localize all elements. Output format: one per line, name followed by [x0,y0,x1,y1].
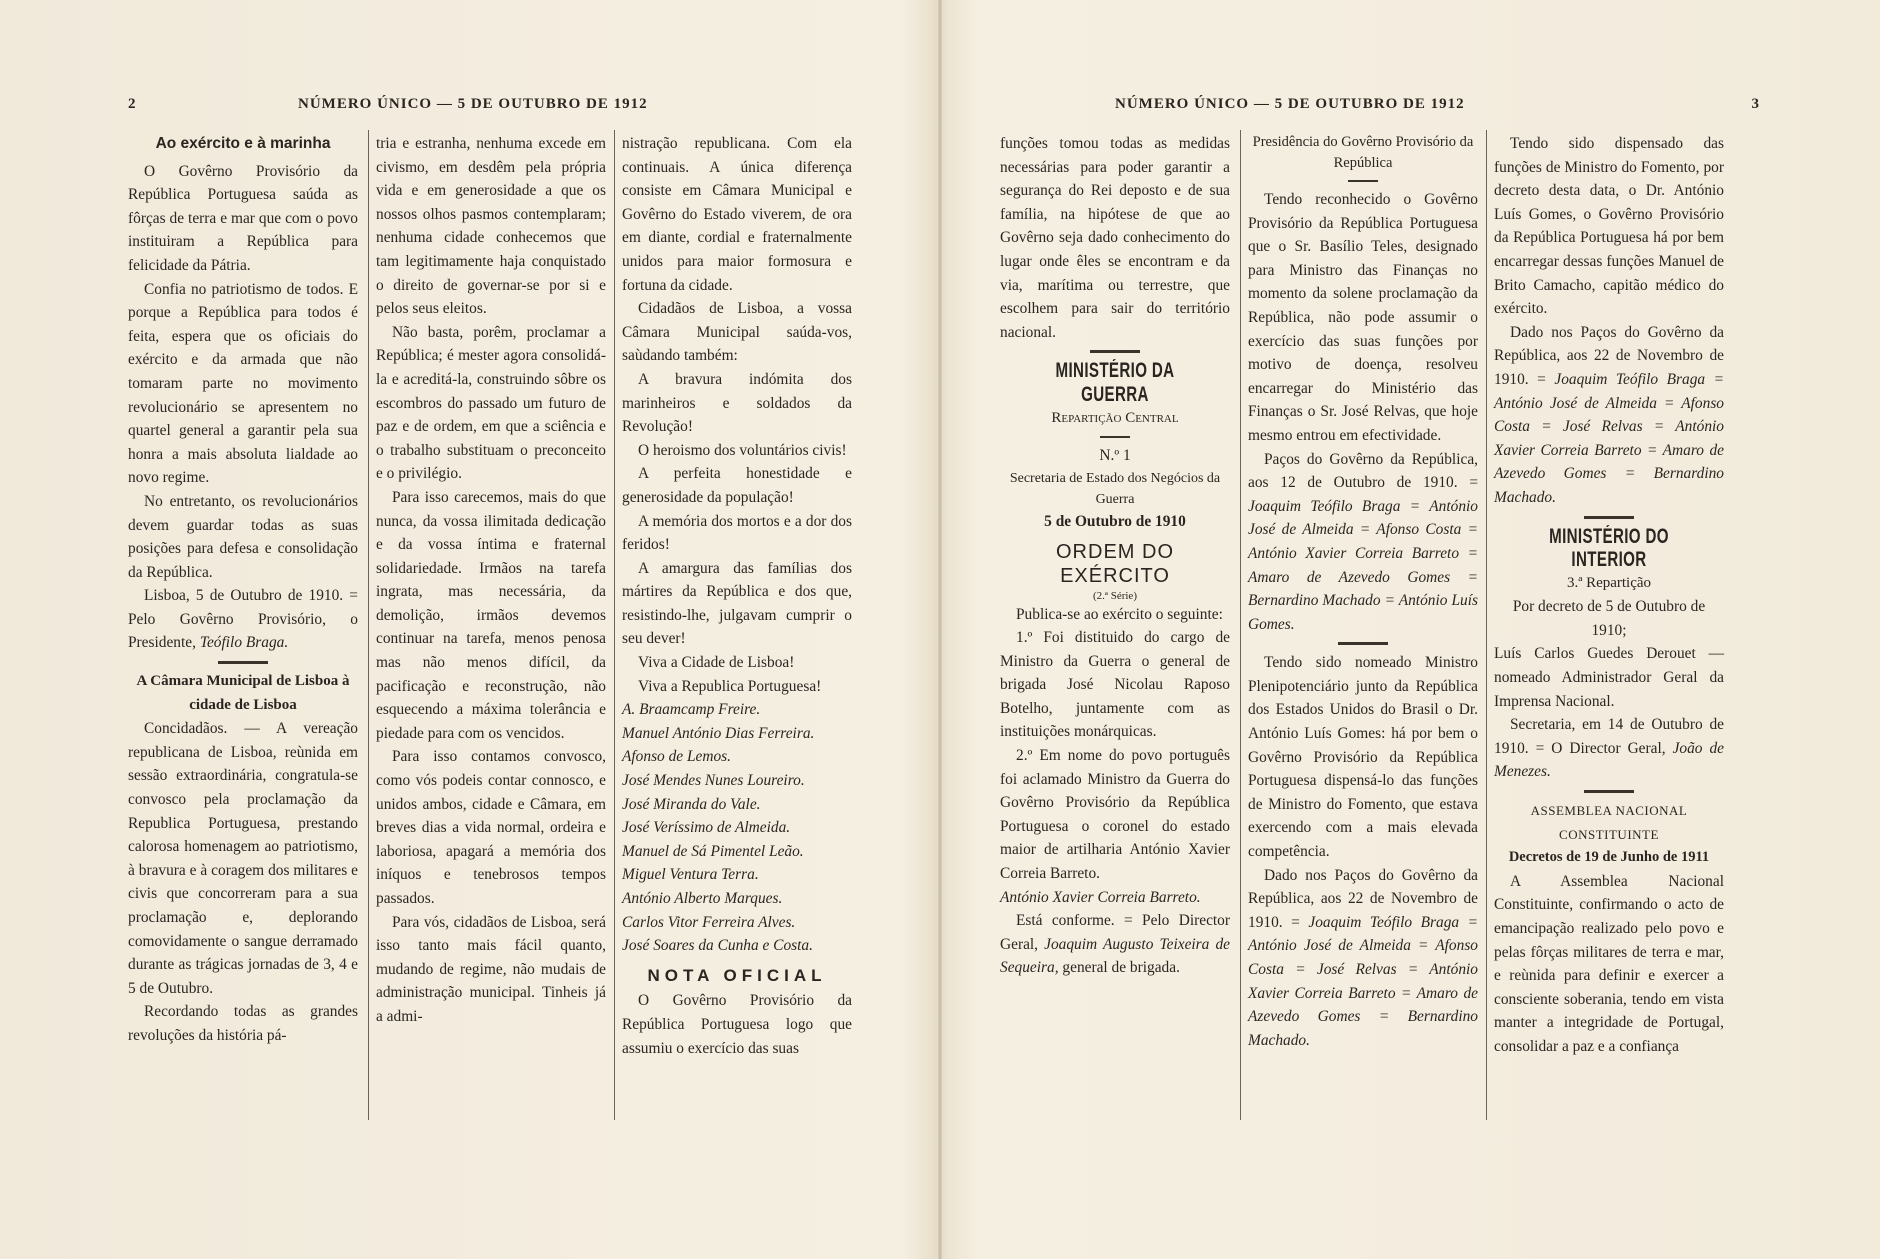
signature: Joaquim Teófilo Braga = António José de Almeida = Afonso Costa = José Relvas = António Xavier Correia Barreto = Amaro de Azevedo Gomes = Bernardino Machado. [1494,370,1724,506]
column-rule [1486,130,1487,1120]
right-page-header [1000,96,1760,120]
right-page [940,0,1880,1259]
paragraph-text: Paços do Govêrno da República, aos 12 de Outubro de 1910. = [1248,450,1478,492]
separator [218,661,268,664]
signature: José Miranda do Vale. [622,795,761,813]
paragraph [1248,864,1478,1053]
paragraph: A memória dos mortos e a dor dos feridos! [622,512,852,554]
signature: Manuel de Sá Pimentel Leão. [622,842,804,860]
paragraph [1000,909,1230,980]
paragraph [128,584,358,655]
separator [1338,642,1388,645]
article-heading: A Câmara Municipal de Lisboa à cidade de Lisboa [136,673,350,713]
signature: Joaquim Augusto Teixeira de Sequeira, [1000,935,1230,977]
paragraph-text: Dado nos Paços do Govêrno da República, aos 22 de Novembro de 1910. = [1494,323,1724,388]
signature: João de Menezes. [1494,739,1724,781]
date-heading: 5 de Outubro de 1910 [1044,512,1186,530]
right-col-3 [1494,132,1724,1059]
paragraph-text: Dado nos Paços do Govêrno da República, aos 22 de Novembro de 1910. = [1248,866,1478,931]
paragraph: Confia no patriotismo de todos. E porque a República para todos é feita, espera que os oficiais do exército e da armada que não tomaram parte no movimento revolucionário se apresentem no quartel general a garantir pela sua honra a mais absoluta lialdade ao novo regime. [128,280,358,487]
signature: A. Braamcamp Freire. [622,701,761,719]
article-heading: Presidência do Govêrno Provisório da República [1252,134,1474,171]
paragraph: Luís Carlos Guedes Derouet — nomeado Administrador Geral da Imprensa Nacional. [1494,645,1724,710]
signature: Manuel António Dias Ferreira. [622,724,815,742]
separator [1584,516,1634,519]
separator [1090,350,1140,353]
page-number: 2 [128,96,137,112]
paragraph: O Govêrno Provisório da República Portuguesa saúda as fôrças de terra e mar que com o povo instituiram a República para felicidade da Pátria. [128,162,358,274]
right-col-1 [1000,132,1230,980]
paragraph: Recordando todas as grandes revoluções da história pá- [128,1003,358,1044]
subheading: Secretaria de Estado dos Negócios da Guerra [1009,470,1221,507]
paragraph [1494,713,1724,784]
paragraph-text: general de brigada. [1062,959,1180,977]
left-col-3 [622,132,852,1060]
signature: José Mendes Nunes Loureiro. [622,772,805,790]
paragraph [1494,321,1724,510]
column-rule [614,130,615,1120]
serie-label: (2.ª Série) [1093,589,1137,602]
paragraph: Tendo sido nomeado Ministro Plenipotenciário junto da República dos Estados Unidos do Brasil o Dr. António Luís Gomes: há por bem o Govêrno Provisório da República Portuguesa dispensá-lo das funções de Ministro do Fomento, que estava exercendo com a mais elevada competência. [1248,654,1478,861]
paragraph: Tendo sido dispensado das funções de Ministro do Fomento, por decreto desta data, o Dr. António Luís Gomes, o Govêrno Provisório da República Portuguesa há por bem encarregar dessas funções Manuel de Brito Camacho, capitão médico do exército. [1494,135,1724,318]
nota-oficial-heading: NOTA OFICIAL [647,965,827,985]
left-col-1 [128,132,358,1048]
separator [1584,790,1634,793]
paragraph: Tendo reconhecido o Govêrno Provisório da República Portuguesa que o Sr. Basílio Teles, designado para Ministro das Finanças no momento da solene proclamação da República, não pode assumir o exercício das suas funções por motivo de doença, resolveu encarregar do Ministério das Finanças o Sr. José Relvas, que hoje mesmo entrou em efectividade. [1248,191,1478,444]
ordem-heading: ORDEM DO EXÉRCITO [1056,541,1174,587]
ministry-heading: MINISTÉRIO DO INTERIOR [1549,524,1669,572]
right-col-2 [1248,132,1478,1052]
signature: Joaquim Teófilo Braga = António José de Almeida = Afonso Costa = José Relvas = António Xavier Correia Barreto = Amaro de Azevedo Gomes = Bernardino Machado. [1248,913,1478,1049]
paragraph-text: Lisboa, 5 de Outubro de 1910. = Pelo Govêrno Provisório, o Presidente, [128,587,358,652]
decretos-heading: Decretos de 19 de Junho de 1911 [1508,849,1710,866]
column-rule [1240,130,1241,1120]
paragraph: Por decreto de 5 de Outubro de 1910; [1512,598,1706,639]
paragraph: A bravura indómita dos marinheiros e soldados da Revolução! [622,370,852,436]
paragraph: 1.º Foi distituido do cargo de Ministro da Guerra o general de brigada José Nicolau Raposo Botelho, juntamente com as instituições monárquicas. [1000,629,1230,741]
paragraph: Para vós, cidadãos de Lisboa, será isso tanto mais fácil quanto, mudando de regime, não mudais de administração municipal. Tinheis já a admi- [376,913,606,1025]
paragraph: Viva a Republica Portuguesa! [638,677,822,695]
left-col-2 [376,132,606,1029]
signature: António Alberto Marques. [622,890,783,907]
paragraph: Cidadãos de Lisboa, a vossa Câmara Municipal saúda-vos, saùdando também: [622,300,852,365]
paragraph: nistração republicana. Com ela continuais. A única diferença consiste em Câmara Municipal e Govêrno do Estado viverem, de ora em diante, cordial e fraternalmente unidos para maior formosura e fortuna da cidade. [622,135,852,294]
article-heading: Ao exército e à marinha [155,135,331,152]
paragraph: Não basta, porêm, proclamar a República; é mester agora consolidá-la e acreditá-la, construindo sôbre os escombros do passado um futuro de paz e de ordem, em que a sciência e o trabalho substituam o preconceito e o privilégio. [376,323,606,483]
paragraph: funções tomou todas as medidas necessárias para poder garantir a segurança do Rei deposto e de sua família, na hipótese de que ao Govêrno seja dado conhecimento do lugar onde êles se encontram e da via, marítima ou terrestre, que escolhem para sair do território nacional. [1000,135,1230,341]
signature: Afonso de Lemos. [622,748,732,766]
paragraph: Para isso carecemos, mais do que nunca, da vossa ilimitada dedicação e da vossa íntima e fraternal solidariedade. Irmãos na tarefa ingrata, mas necessária, da demolição, irmãos devemos continuar na tarefa, menos penosa mas não menos difícil, da pacificação e reconstrução, não esquecendo a máxima tolerância e piedade para com os vencidos. [376,488,606,742]
paragraph-text: Está conforme. = Pelo Director Geral, [1000,912,1230,953]
signature: José Veríssimo de Almeida. [622,819,791,837]
signature: Joaquim Teófilo Braga = António José de Almeida = Afonso Costa = António Xavier Correia Barreto = Amaro de Azevedo Gomes = Bernardino Machado = António Luís Gomes. [1248,497,1478,633]
paragraph: No entretanto, os revolucionários devem guardar todas as suas posições para defesa e consolidação da República. [128,492,358,581]
page-number: 3 [1751,96,1760,112]
subheading: Repartição Central [1051,409,1179,426]
paragraph [1248,448,1478,637]
paragraph: Viva a Cidade de Lisboa! [638,654,795,672]
paragraph: A Assemblea Nacional Constituinte, confirmando o acto de emancipação realizado pelo povo e pelas fôrças militares de terra e mar, e reùnida para definir e exercer a consciente soberania, tendo em vista manter a integridade de Portugal, consolidar a paz e a confiança [1494,872,1724,1055]
assembleia-heading: ASSEMBLEA NACIONAL CONSTITUINTE [1530,803,1688,842]
paragraph: O heroismo dos voluntários civis! [638,441,847,459]
left-page-header [128,96,703,120]
paragraph: O Govêrno Provisório da República Portuguesa logo que assumiu o exercício das suas [622,992,852,1057]
signature: Miguel Ventura Terra. [622,866,759,884]
paragraph: Concidadãos. — A vereação republicana de Lisboa, reùnida em sessão extraordinária, congratula-se convosco pela proclamação da Republica Portuguesa, prestando calorosa homenagem ao patriotismo, à bravura e à coragem dos militares e civis que concorreram para a sua proclamação e, deplorando comovidamente o sangue derramado durante as trágicas jornadas de 3, 4 e 5 de Outubro. [128,720,358,997]
order-number: N.º 1 [1099,447,1131,465]
signature: José Soares da Cunha e Costa. [622,937,813,955]
signature: António Xavier Correia Barreto. [1000,888,1201,906]
column-rule [368,130,369,1120]
ministry-heading: MINISTÉRIO DA GUERRA [1055,359,1175,406]
signature: Teófilo Braga. [199,634,289,652]
paragraph: Publica-se ao exército o seguinte: [1016,605,1223,623]
paragraph: A perfeita honestidade e generosidade da população! [622,465,852,506]
separator [1100,436,1130,438]
subheading: 3.ª Repartição [1566,574,1652,591]
paragraph-text: Secretaria, em 14 de Outubro de 1910. = O Director Geral, [1494,716,1724,757]
paragraph: Para isso contamos convosco, como vós podeis contar connosco, e unidos ambos, cidade e Câmara, em breves dias a vida normal, ordeira e laboriosa, apagará a memória dos iníquos e tenebrosos tempos passados. [376,748,606,907]
header-title: NÚMERO ÚNICO — 5 DE OUTUBRO DE 1912 [298,96,648,112]
paragraph: tria e estranha, nenhuma excede em civismo, em desdêm pela própria vida e em generosidade a que os nossos olhos pasmos contemplaram; nenhuma cidade conhecemos que tam legitimamente haja conquistado o direito de governar-se por si e pelos seus eleitos. [376,135,606,318]
signature: Carlos Vitor Ferreira Alves. [622,913,796,931]
paragraph: 2.º Em nome do povo português foi aclamado Ministro da Guerra do Govêrno Provisório da República Portuguesa o coronel do estado maior de artilharia António Xavier Correia Barreto. [1000,747,1230,883]
separator [1348,180,1378,182]
paragraph: A amargura das famílias dos mártires da República e dos que, resistindo-lhe, julgavam cumprir o seu dever! [622,559,852,648]
signature-list [622,698,852,958]
header-title: NÚMERO ÚNICO — 5 DE OUTUBRO DE 1912 [1115,96,1465,112]
